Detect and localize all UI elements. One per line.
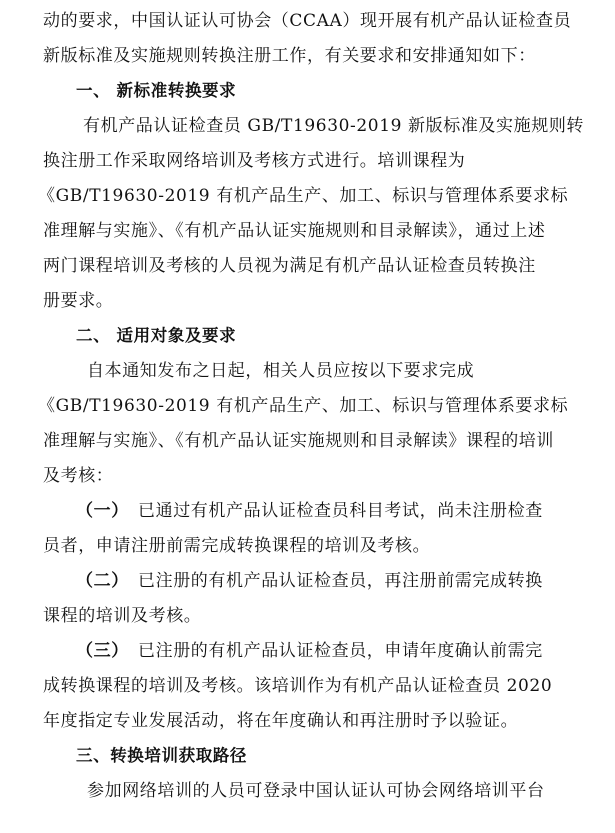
- paragraph-line: 《GB/T19630-2019 有机产品生产、加工、标识与管理体系要求标: [38, 396, 569, 416]
- paragraph-line: 已注册的有机产品认证检查员，再注册前需完成转换: [138, 571, 543, 591]
- paragraph-line: 册要求。: [43, 291, 114, 311]
- paragraph-line: 及考核：: [43, 466, 114, 486]
- paragraph-line: 动的要求，中国认证认可协会（CCAA）现开展有机产品认证检查员: [43, 11, 572, 31]
- paragraph-line: 两门课程培训及考核的人员视为满足有机产品认证检查员转换注: [43, 256, 536, 276]
- paragraph-line: 有机产品认证检查员 GB/T19630-2019 新版标准及实施规则转: [83, 116, 585, 136]
- paragraph-line: 员者，申请注册前需完成转换课程的培训及考核。: [43, 536, 431, 556]
- paragraph-line: 换注册工作采取网络培训及考核方式进行。培训课程为: [43, 151, 466, 171]
- paragraph-line: 已注册的有机产品认证检查员，申请年度确认前需完: [138, 641, 543, 661]
- paragraph-line: 准理解与实施》、《有机产品认证实施规则和目录解读》，通过上述: [43, 221, 546, 241]
- paragraph-line: 自本通知发布之日起，相关人员应按以下要求完成: [87, 361, 475, 381]
- paragraph-line: 年度指定专业发展活动，将在年度确认和再注册时予以验证。: [43, 711, 519, 731]
- paragraph-line: 准理解与实施》、《有机产品认证实施规则和目录解读》课程的培训: [43, 431, 554, 451]
- section-heading-3: 三、转换培训获取路径: [76, 746, 247, 765]
- item-marker-3: （三）: [76, 641, 129, 661]
- paragraph-line: 课程的培训及考核。: [43, 606, 202, 626]
- item-marker-1: （一）: [76, 501, 129, 521]
- paragraph-line: 《GB/T19630-2019 有机产品生产、加工、标识与管理体系要求标: [38, 186, 569, 206]
- paragraph-line: 已通过有机产品认证检查员科目考试，尚未注册检查: [138, 501, 543, 521]
- section-heading-1: 一、 新标准转换要求: [76, 81, 237, 100]
- paragraph-line: 成转换课程的培训及考核。该培训作为有机产品认证检查员 2020: [43, 676, 553, 696]
- paragraph-line: 新版标准及实施规则转换注册工作，有关要求和安排通知如下：: [43, 46, 536, 66]
- item-marker-2: （二）: [76, 571, 129, 591]
- section-heading-2: 二、 适用对象及要求: [76, 326, 237, 345]
- paragraph-line: 参加网络培训的人员可登录中国认证认可协会网络培训平台: [87, 781, 545, 801]
